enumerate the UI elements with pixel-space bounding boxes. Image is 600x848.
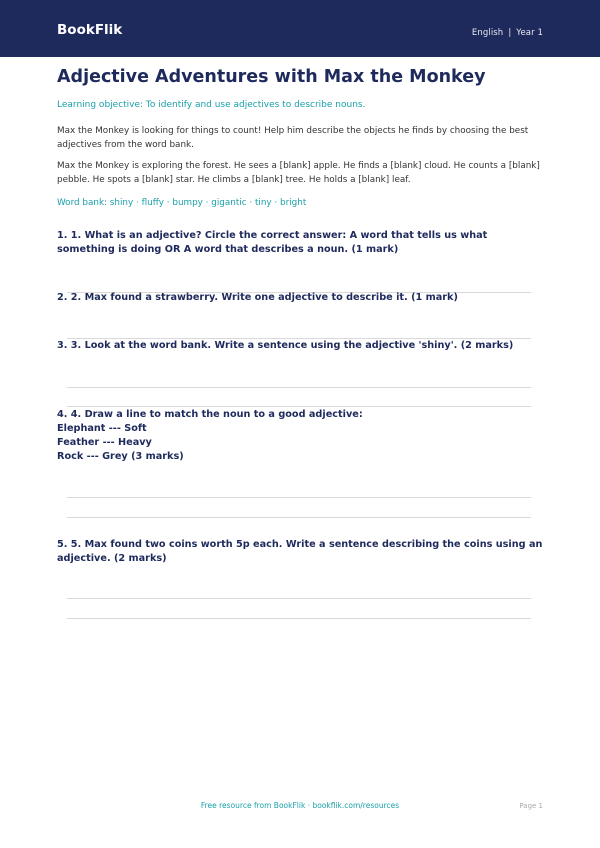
page-number: Page 1: [519, 802, 543, 810]
answer-line[interactable]: [67, 598, 531, 599]
subject-year-meta: [472, 28, 543, 38]
match-pair-1: Elephant --- Soft: [57, 423, 147, 434]
story-paragraph: Max the Monkey is exploring the forest. He sees a [blank] apple. He finds a [blank] cloud. He counts a [blank] pebble. He spots a [blank] star. He climbs a [blank] tree. He holds a [blank] leaf.: [57, 161, 540, 185]
subject-label: English: [471, 28, 504, 38]
match-pair-2: Feather --- Heavy: [57, 437, 152, 448]
meta-separator: |: [508, 28, 512, 38]
question-4-prompt: 4. 4. Draw a line to match the noun to a good adjective:: [57, 409, 363, 420]
footer-credit[interactable]: Free resource from BookFlik · bookflik.com/resources: [200, 801, 400, 810]
answer-line[interactable]: [67, 618, 531, 619]
word-bank: Word bank: shiny · fluffy · bumpy · gigantic · tiny · bright: [57, 198, 307, 208]
answer-line[interactable]: [67, 406, 531, 407]
question-5: 5. 5. Max found two coins worth 5p each. Write a sentence describing the coins using an adjective. (2 marks): [57, 539, 543, 564]
question-3: 3. 3. Look at the word bank. Write a sentence using the adjective 'shiny'. (2 marks): [57, 340, 514, 351]
intro-paragraph: Max the Monkey is looking for things to count! Help him describe the objects he finds by choosing the best adjectives from the word bank.: [57, 126, 529, 150]
question-2: 2. 2. Max found a strawberry. Write one adjective to describe it. (1 mark): [57, 292, 458, 303]
learning-objective: Learning objective: To identify and use adjectives to describe nouns.: [57, 100, 366, 110]
worksheet-title: Adjective Adventures with Max the Monkey: [57, 67, 486, 87]
question-1: 1. 1. What is an adjective? Circle the correct answer: A word that tells us what something is doing OR A word that describes a noun. (1 mark): [57, 230, 488, 255]
year-label: Year 1: [516, 28, 543, 38]
answer-line[interactable]: [67, 387, 531, 388]
answer-line[interactable]: [67, 497, 531, 498]
answer-line[interactable]: [67, 517, 531, 518]
header-bar: [0, 0, 600, 57]
brand-logo[interactable]: BookFlik: [57, 22, 123, 38]
match-pair-3: Rock --- Grey (3 marks): [57, 451, 184, 462]
question-4: [57, 408, 543, 464]
